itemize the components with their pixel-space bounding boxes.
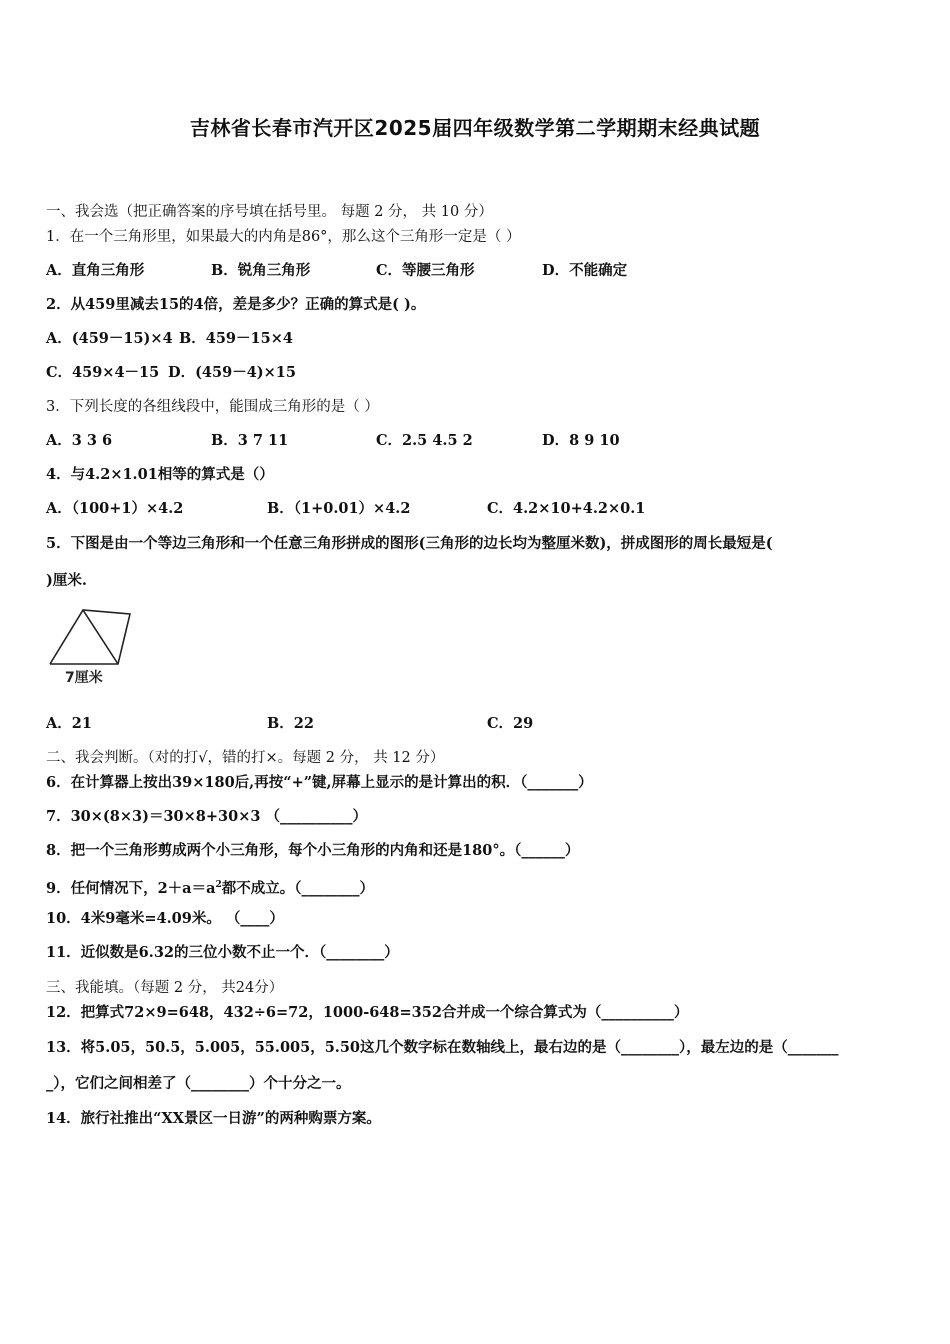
question-2-options-row2 (46, 363, 296, 383)
option-c: C．4.2×10+4.2×0.1 (487, 500, 646, 517)
figure-shared-edge (83, 610, 118, 664)
question-9-text-end: 都不成立。（________） (221, 879, 374, 897)
option-a: A．（100+1）×4.2 (46, 500, 184, 517)
option-a: A．21 (46, 715, 92, 732)
option-b: B．（1+0.01）×4.2 (267, 500, 411, 517)
option-a: A．(459－15)×4 (46, 330, 173, 347)
option-c: C．2.5 4.5 2 (376, 432, 473, 449)
question-14: 14．旅行社推出“XX景区一日游”的两种购票方案。 (46, 1110, 381, 1127)
question-13-continued: _），它们之间相差了（________）个十分之一。 (46, 1075, 351, 1092)
question-4-options (46, 499, 645, 519)
question-5-stem-continued: )厘米. (46, 572, 87, 589)
question-13: 13．将5.05，50.5，5.005，55.005，5.50这几个数字标在数轴线上，最右边的是（________），最左边的是（_______ (46, 1039, 839, 1056)
page-title: 吉林省长春市汽开区2025届四年级数学第二学期期末经典试题 (189, 116, 761, 140)
question-7: 7．30×(8×3)＝30×8+30×3 （__________） (46, 808, 367, 825)
option-a: A．直角三角形 (46, 262, 145, 279)
question-2-stem: 2．从459里减去15的4倍，差是多少？正确的算式是( )。 (46, 296, 426, 313)
section-heading: 一、我会选（把正确答案的序号填在括号里。 每题 2 分， 共 10 分） (46, 204, 493, 220)
question-5-options (46, 714, 533, 734)
question-5-stem: 5．下图是由一个等边三角形和一个任意三角形拼成的图形(三角形的边长均为整厘米数)，拼成图形的周长最短是( (46, 535, 773, 552)
question-2-options-row1 (46, 329, 293, 349)
question-3-stem: 3．下列长度的各组线段中，能围成三角形的是（ ） (46, 399, 379, 415)
option-b: B．3 7 11 (211, 432, 289, 449)
figure-label: 7厘米 (65, 670, 103, 686)
option-d: D．不能确定 (542, 262, 628, 279)
question-10: 10．4米9毫米=4.09米。 （____） (46, 910, 284, 927)
figure-outline (50, 610, 130, 664)
option-b: B．22 (267, 715, 314, 732)
question-11: 11．近似数是6.32的三位小数不止一个．（________） (46, 944, 399, 961)
question-8: 8．把一个三角形剪成两个小三角形，每个小三角形的内角和还是180°。（______） (46, 842, 580, 859)
question-4-stem: 4．与4.2×1.01相等的算式是（） (46, 466, 274, 483)
question-12: 12．把算式72×9=648，432÷6=72，1000-648=352合并成一个综合算式为（__________） (46, 1004, 689, 1021)
question-9-exponent: 2 (215, 880, 222, 890)
section-heading: 三、我能填。（每题 2 分， 共24分） (46, 980, 284, 996)
question-1-options (46, 261, 627, 281)
option-b: B．459－15×4 (179, 330, 293, 347)
option-d: D．8 9 10 (542, 432, 620, 449)
question-6: 6．在计算器上按出39×180后,再按“+”键,屏幕上显示的是计算出的积．（_______） (46, 774, 593, 791)
option-d: D．(459－4)×15 (168, 364, 296, 381)
question-9-text: 9．任何情况下，2＋a＝a (46, 879, 216, 897)
option-b: B．锐角三角形 (211, 262, 311, 279)
triangle-figure (46, 604, 136, 690)
question-3-options (46, 431, 620, 451)
section-heading: 二、我会判断。（对的打√，错的打×。每题 2 分， 共 12 分） (46, 750, 445, 766)
option-c: C．459×4－15 (46, 364, 160, 381)
option-a: A．3 3 6 (46, 432, 113, 449)
question-9 (46, 875, 374, 899)
option-c: C．等腰三角形 (376, 262, 475, 279)
question-1-stem: 1．在一个三角形里，如果最大的内角是86°，那么这个三角形一定是（ ） (46, 229, 521, 245)
option-c: C．29 (487, 715, 534, 732)
